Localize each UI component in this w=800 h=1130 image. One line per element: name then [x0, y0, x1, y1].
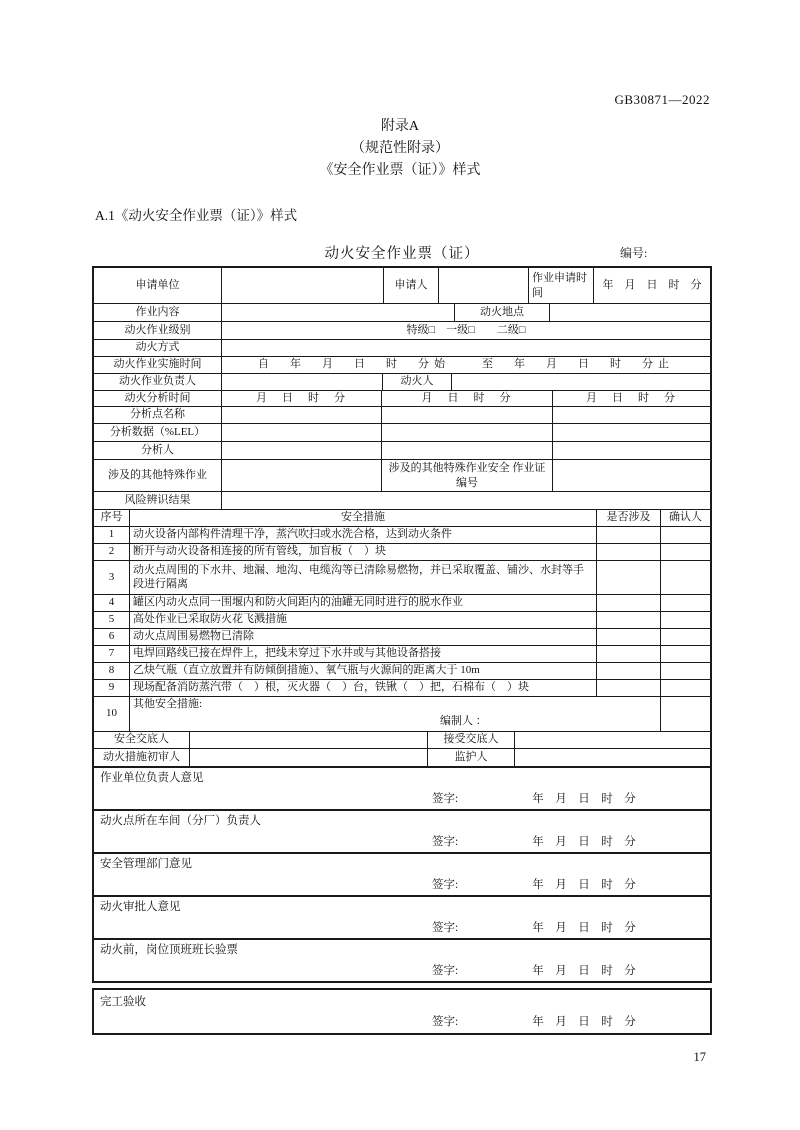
- measure-row: [94, 680, 710, 697]
- measure-involved-field: [597, 595, 661, 611]
- measure-seq: 1: [94, 527, 130, 543]
- row-risk: [94, 492, 710, 510]
- applicant-unit-field: [222, 268, 384, 303]
- risk-label: 风险辨识结果: [94, 492, 222, 509]
- measure-confirmer-field: [661, 527, 710, 543]
- fire-method-label: 动火方式: [94, 340, 222, 356]
- opinion-section: [94, 895, 710, 938]
- measure-confirmer-field: [661, 697, 710, 731]
- guardian-label: 监护人: [428, 749, 515, 766]
- analysis-point-field-1: [222, 407, 382, 423]
- completion-label: 完工验收: [100, 996, 146, 1008]
- analysis-point-field-3: [553, 407, 710, 423]
- measure-involved-field: [597, 544, 661, 560]
- measure-header: 安全措施: [130, 510, 597, 526]
- measure-involved-field: [597, 629, 661, 645]
- measure-confirmer-field: [661, 544, 710, 560]
- analysis-data-field-1: [222, 424, 382, 441]
- analyst-label: 分析人: [94, 442, 222, 459]
- row-fire-level: [94, 322, 710, 340]
- row-reviewer: [94, 749, 710, 766]
- measure-text: 电焊回路线已接在焊件上，把线未穿过下水井或与其他设备搭接: [130, 646, 597, 662]
- sign-label: 签字:: [432, 964, 459, 977]
- fire-time-label: 动火作业实施时间: [94, 357, 222, 373]
- analysis-point-field-2: [382, 407, 553, 423]
- measure-seq: 2: [94, 544, 130, 560]
- section-heading: A.1《动火安全作业票（证）》样式: [95, 208, 298, 223]
- row-work-content: [94, 304, 710, 322]
- opinion-section: [94, 809, 710, 852]
- compiler-label: 编制人 ：: [440, 715, 487, 728]
- measure-row: [94, 527, 710, 544]
- measure-reviewer-label: 动火措施初审人: [94, 749, 190, 766]
- opinion-label: 作业单位负责人意见: [100, 772, 204, 784]
- fire-time-field: 自 年 月 日 时 分始 至 年 月 日 时 分止: [258, 358, 674, 371]
- signature-line: [94, 1013, 710, 1029]
- measure-text: 动火点周围易燃物已清除: [130, 629, 597, 645]
- other-special-cert-field: [553, 460, 710, 491]
- work-content-field: [222, 304, 455, 321]
- other-special-label: 涉及的其他特殊作业: [94, 460, 222, 491]
- measure-involved-field: [597, 646, 661, 662]
- sign-label: 签字:: [432, 921, 459, 934]
- sign-date-blanks: 年 月 日 时 分: [532, 878, 636, 891]
- form-title-row: [92, 242, 712, 260]
- briefing-receiver-label: 接受交底人: [428, 732, 515, 748]
- measure-confirmer-field: [661, 561, 710, 594]
- analyst-field-3: [553, 442, 710, 459]
- fire-location-label: 动火地点: [455, 304, 550, 321]
- measure-confirmer-field: [661, 680, 710, 696]
- sign-label: 签字:: [432, 792, 459, 805]
- opinion-label: 动火审批人意见: [100, 901, 181, 913]
- analysis-point-label: 分析点名称: [94, 407, 222, 423]
- measure-seq: 6: [94, 629, 130, 645]
- work-content-label: 作业内容: [94, 304, 222, 321]
- apply-time-label: 作业申请时间: [529, 268, 594, 303]
- signature-line: [94, 835, 710, 849]
- measure-row: [94, 595, 710, 612]
- appendix-title: 附录A: [380, 119, 420, 134]
- seq-header: 序号: [94, 510, 130, 526]
- row-analysis-data: [94, 424, 710, 442]
- measure-seq: 10: [94, 697, 130, 731]
- sign-date-blanks: 年 月 日 时 分: [532, 835, 636, 848]
- measure-confirmer-field: [661, 646, 710, 662]
- analysis-time-label: 动火分析时间: [94, 391, 222, 406]
- analysis-time-field-2: 月 日 时 分: [382, 391, 553, 406]
- analyst-field-1: [222, 442, 382, 459]
- row-analysis-point: [94, 407, 710, 424]
- analysis-time-field-1: 月 日 时 分: [222, 391, 382, 406]
- measure-seq: 4: [94, 595, 130, 611]
- measure-confirmer-field: [661, 629, 710, 645]
- page-number: 17: [693, 1050, 706, 1064]
- measure-confirmer-field: [661, 663, 710, 679]
- fire-worker-label: 动火人: [383, 374, 452, 390]
- standard-code: GB30871—2022: [614, 92, 710, 107]
- sign-label: 签字:: [432, 835, 459, 848]
- appendix-subtitle: （规范性附录）: [351, 141, 449, 156]
- fire-level-options: 特级□ 一级□ 二级□: [406, 323, 526, 336]
- safety-briefer-field: [190, 732, 428, 748]
- sign-date-blanks: 年 月 日 时 分: [532, 964, 636, 977]
- measure-involved-field: [597, 680, 661, 696]
- other-measures-cell: [130, 697, 661, 731]
- fire-leader-label: 动火作业负责人: [94, 374, 222, 390]
- applicant-label: 申请人: [384, 268, 439, 303]
- measure-text: 乙炔气瓶（直立放置并有防倾倒措施）、氧气瓶与火源间的距离大于 10m: [130, 663, 597, 679]
- measure-confirmer-field: [661, 612, 710, 628]
- measure-reviewer-field: [190, 749, 428, 766]
- guardian-field: [515, 749, 710, 766]
- row-analyst: [94, 442, 710, 460]
- measure-text: 断开与动火设备相连接的所有管线，加盲板（ ）块: [130, 544, 597, 560]
- risk-field: [222, 492, 710, 509]
- measure-involved-field: [597, 527, 661, 543]
- signature-line: [94, 792, 710, 806]
- opinion-section: [94, 852, 710, 895]
- measure-text: 动火点周围的下水井、地漏、地沟、电缆沟等已清除易燃物，并已采取覆盖、铺沙、水封等手段进行隔离: [130, 561, 597, 594]
- measure-confirmer-field: [661, 595, 710, 611]
- opinion-section: [94, 938, 710, 981]
- row-other-special: [94, 460, 710, 492]
- row-briefing: [94, 732, 710, 749]
- fire-method-field: [222, 340, 710, 356]
- signature-line: [94, 964, 710, 978]
- row-applicant: [94, 268, 710, 304]
- row-analysis-time: [94, 391, 710, 407]
- measure-row: [94, 646, 710, 663]
- measure-row: [94, 612, 710, 629]
- involved-header: 是否涉及: [597, 510, 661, 526]
- measure-seq: 7: [94, 646, 130, 662]
- measure-text: 动火设备内部构件清理干净，蒸汽吹扫或水洗合格，达到动火条件: [130, 527, 597, 543]
- measure-row: [94, 544, 710, 561]
- sign-label: 签字:: [432, 878, 459, 891]
- row-fire-time: [94, 357, 710, 374]
- measure-text: 高处作业已采取防火花飞溅措施: [130, 612, 597, 628]
- row-fire-leader: [94, 374, 710, 391]
- other-special-cert-label: 涉及的其他特殊作业安全 作业证编号: [382, 460, 553, 491]
- measures-header-row: [94, 510, 710, 527]
- sign-date-blanks: 年 月 日 时 分: [532, 1016, 636, 1028]
- fire-level-label: 动火作业级别: [94, 322, 222, 339]
- measure-seq: 3: [94, 561, 130, 594]
- signature-line: [94, 921, 710, 935]
- analyst-field-2: [382, 442, 553, 459]
- applicant-field: [439, 268, 529, 303]
- other-measures-label: 其他安全措施:: [133, 698, 203, 710]
- sign-date-blanks: 年 月 日 时 分: [532, 792, 636, 805]
- measure-text: 罐区内动火点同一围堰内和防火间距内的油罐无同时进行的脱水作业: [130, 595, 597, 611]
- sign-label: 签字:: [432, 1016, 459, 1028]
- analysis-data-field-2: [382, 424, 553, 441]
- measure-text: 现场配备消防蒸汽带（ ）根，灭火器（ ）台，铁锹（ ）把，石棉布（ ）块: [130, 680, 597, 696]
- measure-row-other: [94, 697, 710, 732]
- sign-date-blanks: 年 月 日 时 分: [532, 921, 636, 934]
- safety-briefer-label: 安全交底人: [94, 732, 190, 748]
- measure-seq: 8: [94, 663, 130, 679]
- opinion-label: 动火前，岗位顶班班长验票: [100, 944, 238, 956]
- measure-row: [94, 629, 710, 646]
- completion-section: [92, 988, 712, 1035]
- row-fire-method: [94, 340, 710, 357]
- measure-seq: 5: [94, 612, 130, 628]
- form-number-label: 编号:: [620, 246, 648, 260]
- apply-time-field: 年 月 日 时 分: [602, 278, 702, 291]
- opinion-section: [94, 766, 710, 809]
- fire-location-field: [550, 304, 710, 321]
- measure-involved-field: [597, 612, 661, 628]
- fire-leader-field: [222, 374, 383, 390]
- measure-involved-field: [597, 561, 661, 594]
- measure-row: [94, 561, 710, 595]
- signature-line: [94, 878, 710, 892]
- applicant-unit-label: 申请单位: [94, 268, 222, 303]
- opinion-label: 动火点所在车间（分厂）负责人: [100, 815, 261, 827]
- confirmer-header: 确认人: [669, 511, 702, 524]
- analysis-data-label: 分析数据（%LEL）: [94, 424, 222, 441]
- form-title: 动火安全作业票（证）: [324, 246, 480, 262]
- permit-table: [92, 266, 712, 983]
- opinion-label: 安全管理部门意见: [100, 858, 192, 870]
- fire-worker-field: [452, 374, 710, 390]
- other-special-field: [222, 460, 382, 491]
- measure-row: [94, 663, 710, 680]
- briefing-receiver-field: [515, 732, 710, 748]
- analysis-time-field-3: 月 日 时 分: [586, 391, 677, 404]
- measure-seq: 9: [94, 680, 130, 696]
- analysis-data-field-3: [553, 424, 710, 441]
- appendix-style-title: 《安全作业票（证）》样式: [319, 163, 481, 178]
- appendix-header: [0, 116, 800, 182]
- measure-involved-field: [597, 663, 661, 679]
